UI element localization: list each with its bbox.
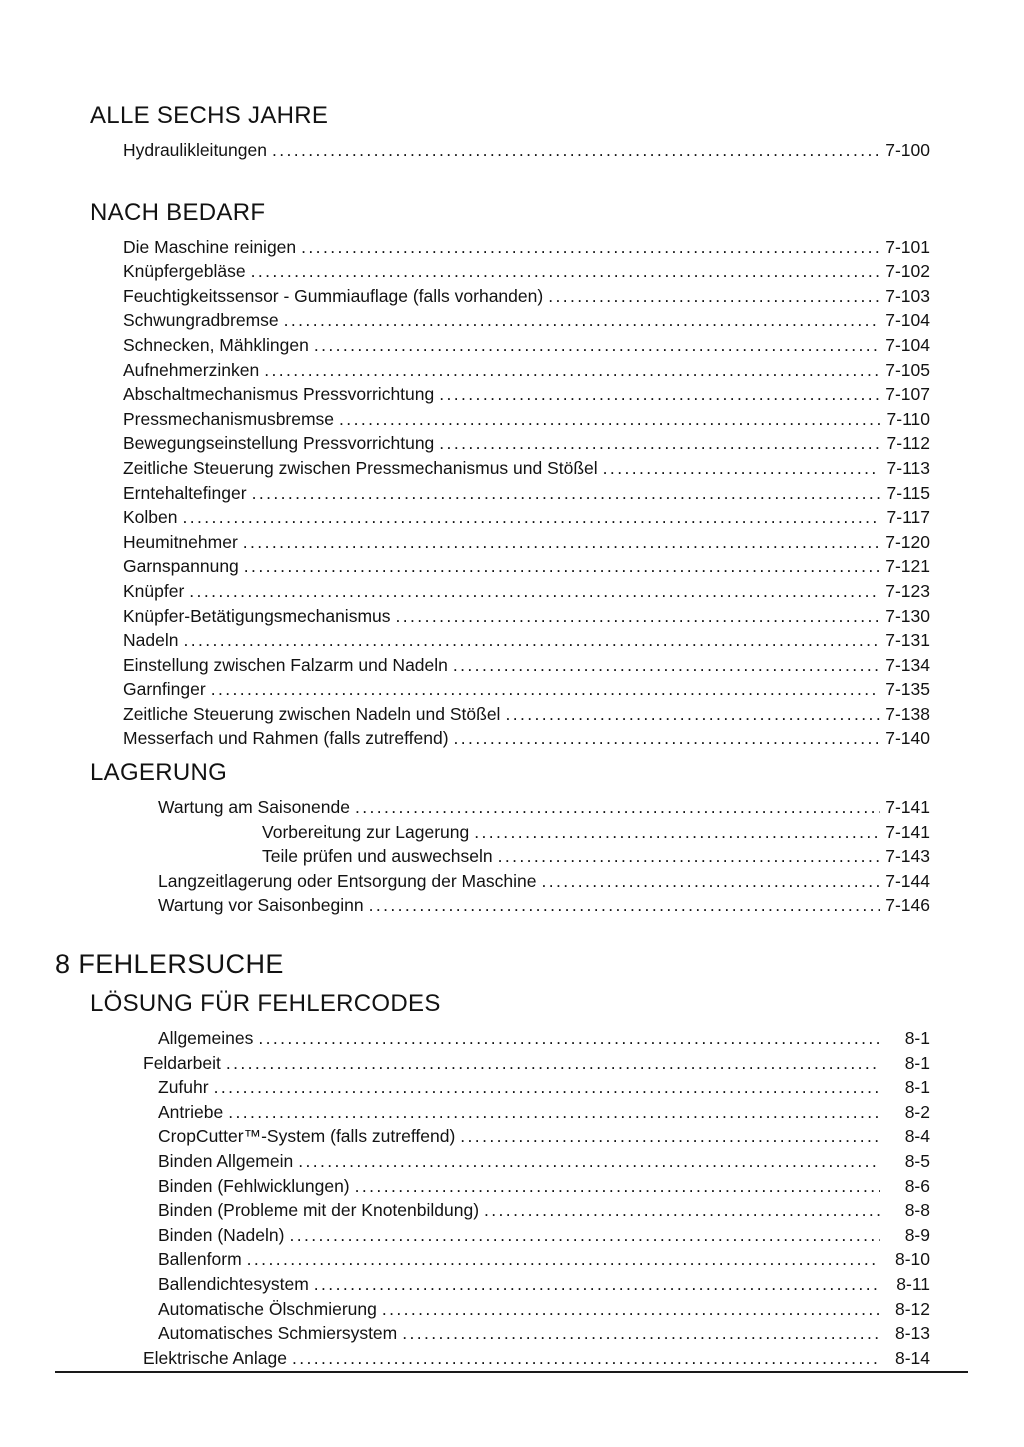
toc-entry-title: Automatische Ölschmierung [158, 1298, 377, 1319]
dot-leader [396, 604, 880, 629]
toc-entry-title: Zeitliche Steuerung zwischen Pressmechanismus und Stößel [123, 457, 598, 478]
toc-entry-page: 7-121 [885, 556, 930, 577]
toc-entry [55, 1321, 930, 1346]
toc-entry [55, 1174, 930, 1199]
toc-entry-page: 7-104 [885, 310, 930, 331]
toc-entry-title: Binden (Nadeln) [158, 1224, 285, 1245]
toc-entry-page: 7-104 [885, 334, 930, 355]
toc-entry-title: Knüpfer [123, 580, 185, 601]
toc-entry [55, 628, 930, 653]
toc-entry [55, 1297, 930, 1322]
dot-leader [252, 481, 880, 506]
toc-entry-page: 7-100 [885, 140, 930, 160]
toc-entry [55, 530, 930, 555]
toc-entry-title: Ballenform [158, 1249, 242, 1270]
toc-entry [55, 1198, 930, 1223]
toc-section [55, 199, 930, 751]
toc-entry-title: Garnspannung [123, 556, 239, 577]
toc-entry-page: 7-102 [885, 261, 930, 282]
toc-entry [55, 333, 930, 358]
dot-leader [183, 628, 880, 653]
toc-entry [55, 795, 930, 820]
dot-leader [189, 579, 880, 604]
toc-entry-page: 7-134 [885, 654, 930, 675]
toc-entry-title: Messerfach und Rahmen (falls zutreffend) [123, 728, 449, 749]
toc-entry-page: 7-131 [885, 630, 930, 651]
dot-leader [264, 358, 880, 383]
dot-leader [460, 1124, 880, 1149]
toc-entry-page: 8-11 [896, 1273, 930, 1294]
dot-leader [498, 844, 880, 869]
toc-entry [55, 1075, 930, 1100]
toc-entry [55, 481, 930, 506]
toc-entry-page: 8-8 [904, 1200, 930, 1221]
toc-entry-page: 7-130 [885, 605, 930, 626]
dot-leader [228, 1100, 880, 1125]
dot-leader [603, 456, 880, 481]
toc-entry-page: 7-120 [885, 531, 930, 552]
toc-entry-title: Teile prüfen und auswechseln [262, 846, 493, 867]
toc-entry-title: Aufnehmerzinken [123, 359, 260, 380]
toc-entry [55, 554, 930, 579]
dot-leader [548, 284, 880, 309]
toc-entry-title: Schnecken, Mähklingen [123, 334, 309, 355]
dot-leader [272, 138, 880, 163]
toc-entry-title: Binden (Fehlwicklungen) [158, 1175, 350, 1196]
toc-entry-page: 8-4 [904, 1126, 930, 1147]
toc-entry [55, 893, 930, 918]
toc-entry [55, 1124, 930, 1149]
dot-leader [454, 726, 880, 751]
toc-entry-title: Garnfinger [123, 679, 206, 700]
dot-leader [369, 893, 880, 918]
toc-entry-page: 7-141 [885, 821, 930, 842]
toc-entry [55, 382, 930, 407]
toc-entry [55, 702, 930, 727]
section-heading: NACH BEDARF [90, 198, 266, 226]
dot-leader [244, 554, 880, 579]
toc-entry-page: 8-6 [904, 1175, 930, 1196]
toc-entry [55, 1026, 930, 1051]
toc-entry-page: 7-140 [885, 728, 930, 749]
toc-entry-page: 8-1 [904, 1077, 930, 1098]
toc-entry [55, 1272, 930, 1297]
toc-entry-title: CropCutter™-System (falls zutreffend) [158, 1126, 456, 1147]
toc-entry-title: Nadeln [123, 630, 179, 651]
toc-entry-page: 7-101 [885, 236, 930, 257]
section-heading: LAGERUNG [90, 759, 228, 787]
toc-entry-page: 7-146 [885, 895, 930, 916]
dot-leader [298, 1149, 880, 1174]
toc-entry-title: Wartung am Saisonende [158, 797, 350, 818]
dot-leader [258, 1026, 880, 1051]
dot-leader [247, 1247, 880, 1272]
dot-leader [214, 1075, 880, 1100]
toc-entry [55, 1100, 930, 1125]
toc-entry [55, 820, 930, 845]
toc-entry [55, 844, 930, 869]
dot-leader [289, 1223, 880, 1248]
toc-entry-title: Hydraulikleitungen [123, 140, 267, 160]
toc-entry-title: Langzeitlagerung oder Entsorgung der Maschine [158, 870, 537, 891]
section-heading: ALLE SECHS JAHRE [90, 102, 329, 129]
toc-entry-title: Pressmechanismusbremse [123, 408, 335, 429]
toc-entry-page: 8-5 [904, 1151, 930, 1171]
dot-leader [314, 1272, 880, 1297]
toc-entry-page: 7-113 [886, 457, 930, 478]
toc-entry [55, 869, 930, 894]
dot-leader [541, 869, 880, 894]
dot-leader [292, 1346, 880, 1371]
toc-entry [55, 407, 930, 432]
toc-entry-page: 7-123 [885, 580, 930, 601]
toc-entry-page: 8-14 [894, 1347, 930, 1368]
toc-entry [55, 726, 930, 751]
toc-entry-title: Erntehaltefinger [123, 482, 247, 503]
toc-entry [55, 235, 930, 260]
toc-entry [55, 284, 930, 309]
dot-leader [484, 1198, 880, 1223]
toc-entry-page: 8-10 [894, 1249, 930, 1270]
toc-entry-page: 7-115 [886, 482, 930, 503]
toc-entry-title: Elektrische Anlage [143, 1347, 287, 1368]
toc-entry-title: Bewegungseinstellung Pressvorrichtung [123, 433, 435, 454]
toc-entry [55, 604, 930, 629]
toc-entry-page: 7-103 [885, 285, 930, 306]
dot-leader [243, 530, 880, 555]
dot-leader [284, 308, 880, 333]
toc-entry-page: 8-9 [904, 1224, 930, 1245]
toc-entry-title: Ballendichtesystem [158, 1273, 309, 1294]
dot-leader [251, 259, 880, 284]
toc-entry-title: Feuchtigkeitssensor - Gummiauflage (falls vorhanden) [123, 285, 544, 306]
toc-entry-page: 7-105 [885, 359, 930, 380]
toc-entry-page: 7-107 [885, 384, 930, 405]
dot-leader [382, 1297, 880, 1322]
toc-entry-title: Die Maschine reinigen [123, 236, 297, 257]
footer-divider [55, 1371, 968, 1373]
toc-entry [55, 1346, 930, 1371]
toc-entry-title: Zufuhr [158, 1077, 209, 1098]
toc-section [55, 102, 930, 163]
toc-entry [55, 259, 930, 284]
dot-leader [314, 333, 880, 358]
toc-entry [55, 1247, 930, 1272]
toc-entry [55, 677, 930, 702]
toc-entry-title: Einstellung zwischen Falzarm und Nadeln [123, 654, 448, 675]
toc-entry-page: 8-12 [894, 1298, 930, 1319]
toc-entry-title: Kolben [123, 507, 178, 528]
toc-entry-title: Binden (Probleme mit der Knotenbildung) [158, 1200, 480, 1221]
dot-leader [453, 653, 880, 678]
toc-entry-title: Vorbereitung zur Lagerung [262, 821, 470, 842]
toc-entry-page: 7-110 [886, 408, 930, 429]
dot-leader [355, 1174, 880, 1199]
toc-entry-title: Feldarbeit [143, 1052, 221, 1073]
dot-leader [183, 505, 881, 530]
toc-entry-page: 7-144 [885, 870, 930, 891]
toc-entry [55, 653, 930, 678]
toc-entry-title: Knüpfer-Betätigungsmechanismus [123, 605, 391, 626]
section-heading: LÖSUNG FÜR FEHLERCODES [90, 990, 441, 1018]
toc-entry-title: Abschaltmechanismus Pressvorrichtung [123, 384, 435, 405]
toc-entry [55, 579, 930, 604]
dot-leader [439, 382, 880, 407]
dot-leader [355, 795, 880, 820]
toc-entry-title: Heumitnehmer [123, 531, 238, 552]
toc-entry-page: 8-13 [894, 1323, 930, 1344]
chapter-heading: 8 FEHLERSUCHE [55, 949, 284, 980]
dot-leader [339, 407, 880, 432]
toc-entry-page: 8-2 [904, 1101, 930, 1122]
dot-leader [402, 1321, 880, 1346]
toc-entry-page: 7-117 [886, 507, 930, 528]
toc-entry-title: Knüpfergebläse [123, 261, 246, 282]
toc-entry-page: 7-143 [885, 846, 930, 867]
toc-entry-page: 8-1 [904, 1028, 930, 1049]
dot-leader [211, 677, 880, 702]
toc-section [55, 759, 930, 918]
toc-entry [55, 431, 930, 456]
toc-entry-page: 7-135 [885, 679, 930, 700]
toc-entry-title: Allgemeines [158, 1028, 254, 1049]
toc-entry [55, 505, 930, 530]
toc-entry-page: 7-141 [885, 797, 930, 818]
toc-entry [55, 1051, 930, 1076]
toc-entry [55, 1149, 930, 1174]
toc-entry-title: Automatisches Schmiersystem [158, 1323, 398, 1344]
toc-entry-title: Antriebe [158, 1101, 224, 1122]
dot-leader [226, 1051, 880, 1076]
dot-leader [301, 235, 880, 260]
dot-leader [505, 702, 880, 727]
toc-entry-title: Schwungradbremse [123, 310, 279, 331]
toc-entry [55, 138, 930, 163]
toc-entry-title: Wartung vor Saisonbeginn [158, 895, 364, 916]
dot-leader [474, 820, 880, 845]
dot-leader [439, 431, 880, 456]
toc-section [55, 948, 930, 1370]
toc-entry [55, 1223, 930, 1248]
toc-entry [55, 308, 930, 333]
toc-entry-page: 8-1 [904, 1052, 930, 1073]
toc-entry-page: 7-112 [886, 433, 930, 454]
toc-entry [55, 358, 930, 383]
toc-entry-title: Zeitliche Steuerung zwischen Nadeln und Stößel [123, 703, 501, 724]
toc-entry-page: 7-138 [885, 703, 930, 724]
toc-entry-title: Binden Allgemein [158, 1151, 294, 1171]
toc-entry [55, 456, 930, 481]
